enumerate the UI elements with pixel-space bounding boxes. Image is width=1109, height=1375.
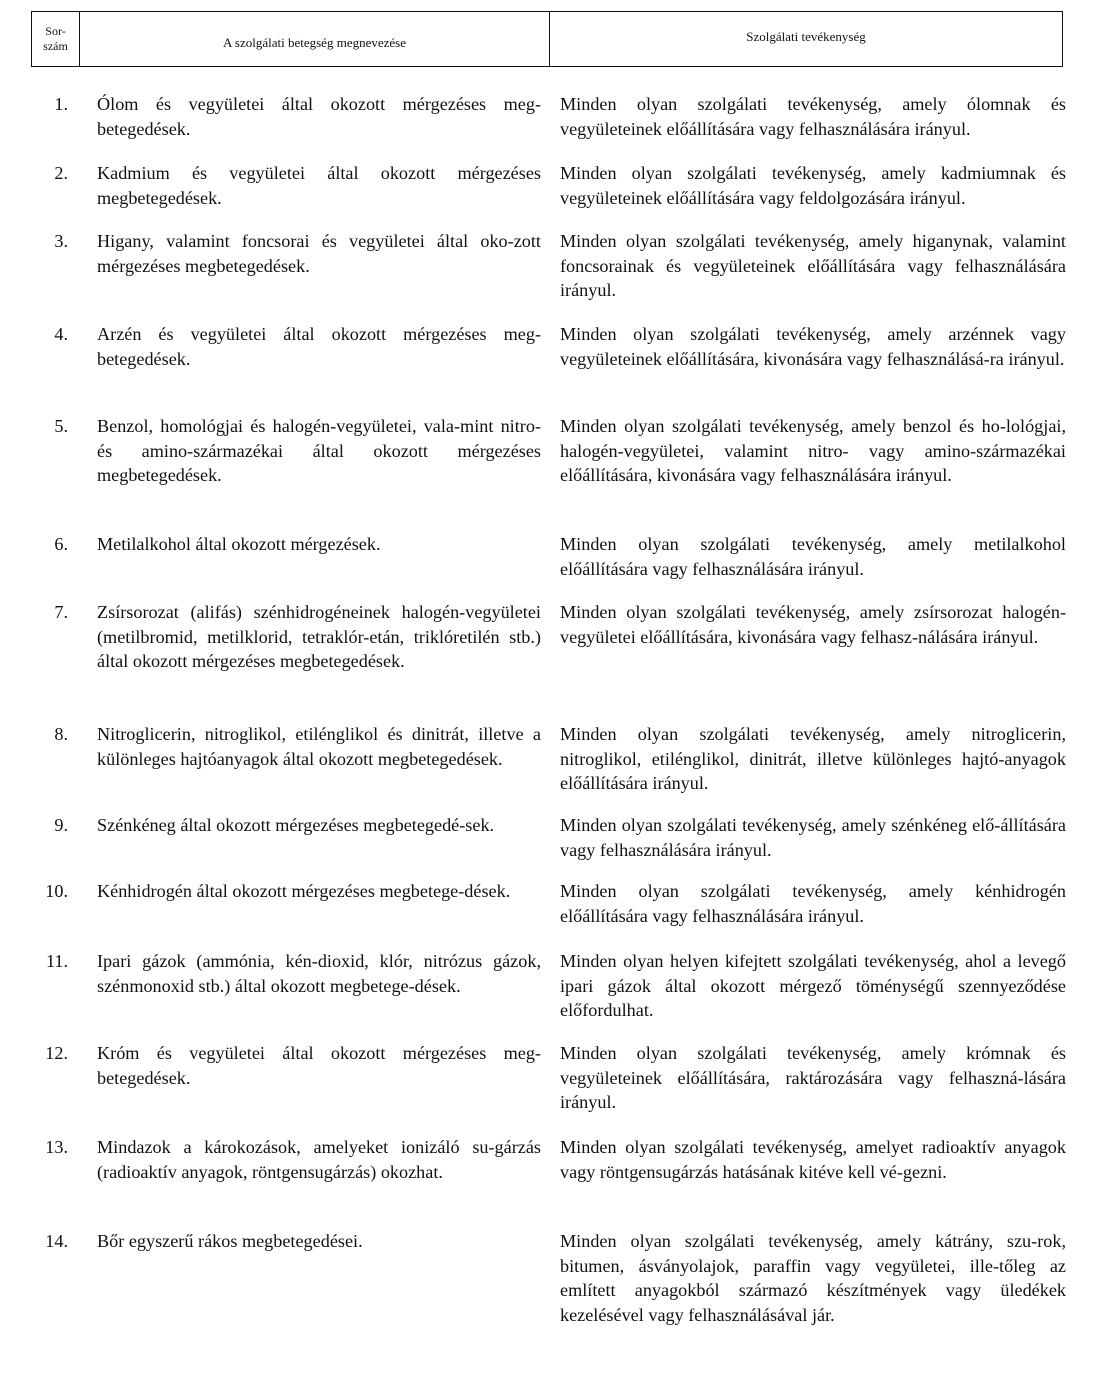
row-number: 6.: [54, 534, 68, 554]
disease-name: Kadmium és vegyületei által okozott mérgezéses megbetegedések.: [97, 163, 541, 208]
disease-name: Benzol, homológjai és halogén-vegyületei, vala-mint nitro- és amino-származékai által okozott mérgezéses megbetegedések.: [97, 416, 541, 485]
row-number: 7.: [54, 602, 68, 622]
service-activity: Minden olyan szolgálati tevékenység, amely arzénnek vagy vegyületeinek előállítására, kivonására vagy felhasználásá-ra irányul.: [560, 324, 1066, 369]
service-activity: Minden olyan szolgálati tevékenység, amely kátrány, szu-rok, bitumen, ásványolajok, paraffin vagy vegyületei, ille-tőleg az említett anyagokból származó készítmények vagy üledékek kezelésével vagy felhasználásával jár.: [560, 1231, 1066, 1325]
row-number: 5.: [54, 416, 68, 436]
service-activity: Minden olyan szolgálati tevékenység, amely higanynak, valamint foncsorainak és vegyületeinek előállítására vagy felhasználására irányul.: [560, 231, 1066, 300]
disease-name: Kénhidrogén által okozott mérgezéses megbetege-dések.: [97, 881, 511, 901]
header-disease-cell: A szolgálati betegség megnevezése: [80, 12, 550, 66]
disease-name: Arzén és vegyületei által okozott mérgezéses meg-betegedések.: [97, 324, 541, 369]
service-activity: Minden olyan szolgálati tevékenység, amely nitroglicerin, nitroglikol, etilénglikol, dinitrát, illetve különleges hajtó-anyagok előállítására irányul.: [560, 724, 1066, 793]
row-number: 13.: [45, 1137, 68, 1157]
disease-name: Bőr egyszerű rákos megbetegedései.: [97, 1231, 363, 1251]
row-number: 8.: [54, 724, 68, 744]
disease-name: Metilalkohol által okozott mérgezések.: [97, 534, 381, 554]
service-activity: Minden olyan szolgálati tevékenység, amely zsírsorozat halogén-vegyületei előállítására, kivonására vagy felhasz-nálására irányul.: [560, 602, 1066, 647]
header-number-line2: szám: [43, 39, 68, 53]
row-number: 12.: [45, 1043, 68, 1063]
service-activity: Minden olyan szolgálati tevékenység, amely ólomnak és vegyületeinek előállítására vagy felhasználására irányul.: [560, 94, 1066, 139]
disease-name: Ólom és vegyületei által okozott mérgezéses meg-betegedések.: [97, 94, 541, 139]
row-number: 9.: [54, 815, 68, 835]
row-number: 3.: [54, 231, 68, 251]
service-activity: Minden olyan szolgálati tevékenység, amelyet radioaktív anyagok vagy röntgensugárzás hatásának kitéve kell vé-gezni.: [560, 1137, 1066, 1182]
service-activity: Minden olyan szolgálati tevékenység, amely szénkéneg elő-állítására vagy felhasználására irányul.: [560, 815, 1066, 860]
service-activity: Minden olyan helyen kifejtett szolgálati tevékenység, ahol a levegő ipari gázok által okozott mérgező töménységű szennyeződése előfordulhat.: [560, 951, 1066, 1020]
row-number: 10.: [45, 881, 68, 901]
disease-name: Króm és vegyületei által okozott mérgezéses meg-betegedések.: [97, 1043, 541, 1088]
disease-name: Szénkéneg által okozott mérgezéses megbetegedé-sek.: [97, 815, 495, 835]
row-number: 2.: [54, 163, 68, 183]
header-activity-cell: Szolgálati tevékenység: [746, 29, 866, 44]
service-activity: Minden olyan szolgálati tevékenység, amely kénhidrogén előállítására vagy felhasználására irányul.: [560, 881, 1066, 926]
disease-name: Ipari gázok (ammónia, kén-dioxid, klór, nitrózus gázok, szénmonoxid stb.) által okozott megbetege-dések.: [97, 951, 541, 996]
service-activity: Minden olyan szolgálati tevékenység, amely benzol és ho-lológjai, halogén-vegyületei, valamint nitro- vagy amino-származékai előállítására, kivonására vagy felhasználására irányul.: [560, 416, 1066, 485]
row-number: 14.: [45, 1231, 68, 1251]
disease-name: Mindazok a károkozások, amelyeket ionizáló su-gárzás (radioaktív anyagok, röntgensugárzás) okozhat.: [97, 1137, 541, 1182]
disease-name: Nitroglicerin, nitroglikol, etilénglikol és dinitrát, illetve a különleges hajtóanyagok által okozott megbetegedések.: [97, 724, 541, 769]
service-activity: Minden olyan szolgálati tevékenység, amely metilalkohol előállítására vagy felhasználására irányul.: [560, 534, 1066, 579]
service-activity: Minden olyan szolgálati tevékenység, amely kadmiumnak és vegyületeinek előállítására vagy feldolgozására irányul.: [560, 163, 1066, 208]
disease-name: Zsírsorozat (alifás) szénhidrogéneinek halogén-vegyületei (metilbromid, metilklorid, tetraklór-etán, triklóretilén stb.) által okozott mérgezéses megbetegedések.: [97, 602, 541, 671]
row-number: 1.: [54, 94, 68, 114]
table-header: [31, 11, 1063, 67]
row-number: 4.: [54, 324, 68, 344]
row-number: 11.: [45, 951, 68, 971]
header-number-cell: [32, 12, 80, 66]
disease-name: Higany, valamint foncsorai és vegyületei által oko-zott mérgezéses megbetegedések.: [97, 231, 541, 276]
service-activity: Minden olyan szolgálati tevékenység, amely krómnak és vegyületeinek előállítására, raktározására vagy felhaszná-lására irányul.: [560, 1043, 1066, 1112]
header-number-line1: Sor-: [45, 24, 66, 38]
